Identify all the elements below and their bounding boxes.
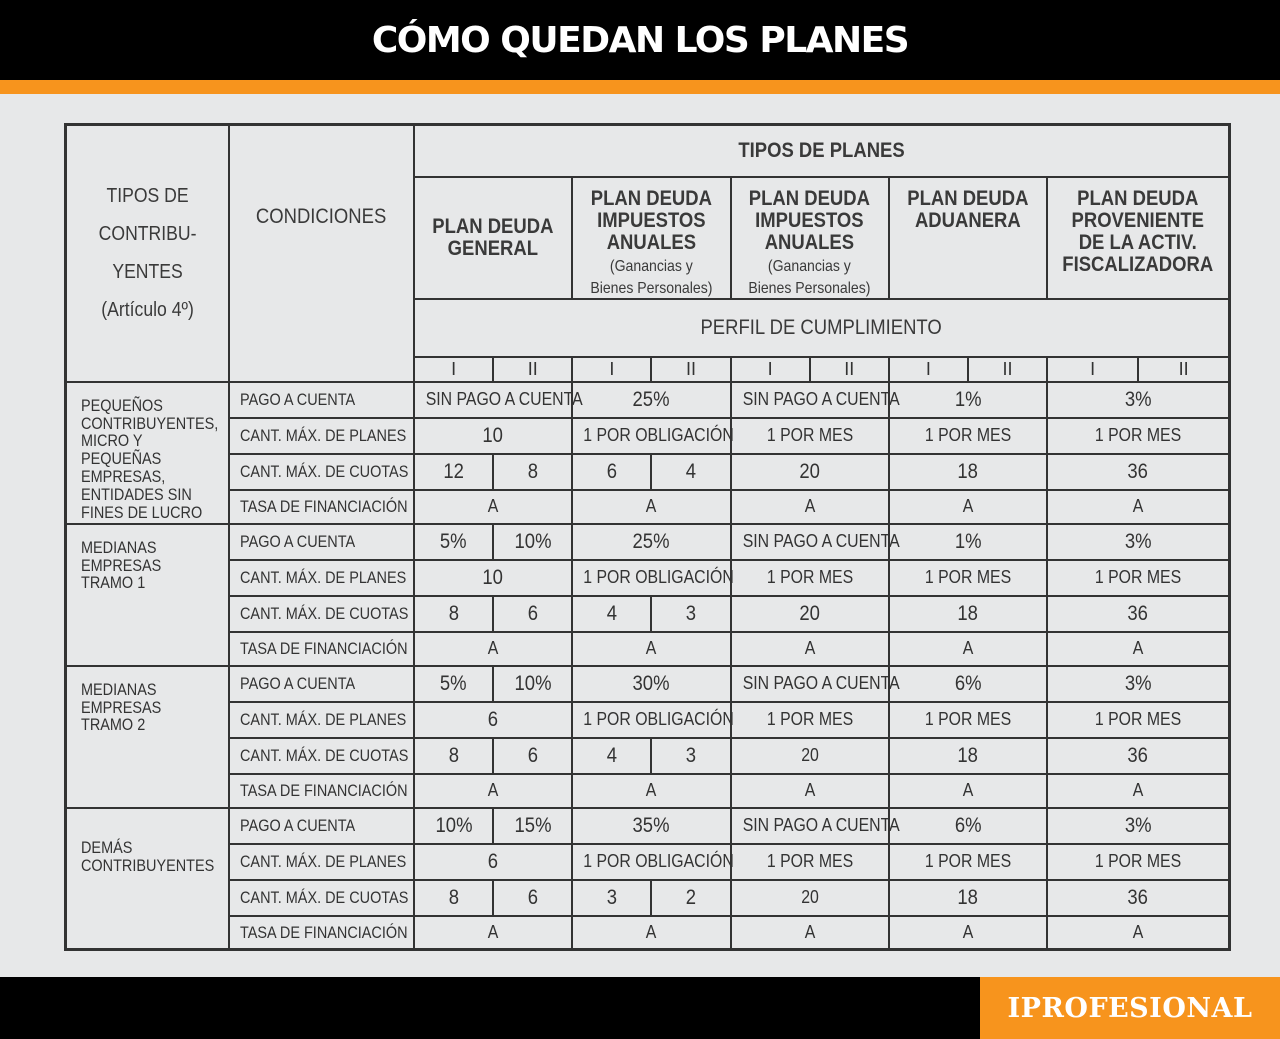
header-plan-aduanera: PLAN DEUDA ADUANERA: [889, 177, 1047, 299]
condition-tasa-financiacion: TASA DE FINANCIACIÓN: [229, 490, 414, 524]
cell-value: 36: [1047, 880, 1229, 916]
brand-logo: [980, 977, 1280, 1039]
cell-value: SIN PAGO A CUENTA: [731, 382, 889, 418]
cell-value: A: [414, 490, 572, 524]
header-contribuyentes-line1: TIPOS DE: [106, 185, 189, 208]
cell-value: 3%: [1047, 524, 1229, 560]
cell-value: 6: [572, 454, 651, 490]
cell-value: 1 POR OBLIGACIÓN: [572, 702, 730, 738]
cell-value: A: [414, 774, 572, 808]
cell-value: 1 POR MES: [889, 560, 1047, 596]
cell-value: 6: [414, 844, 572, 880]
cell-value: A: [731, 774, 889, 808]
cell-value: 25%: [572, 524, 730, 560]
cell-value: 12: [414, 454, 493, 490]
header-plan-impuestos-anuales-1: PLAN DEUDA IMPUESTOS ANUALES (Ganancias y Bienes Personales): [572, 177, 730, 299]
cell-value: A: [889, 490, 1047, 524]
condition-pago-a-cuenta: PAGO A CUENTA: [229, 524, 414, 560]
cell-value: 3%: [1047, 666, 1229, 702]
header-contribuyentes: [66, 125, 229, 382]
group-medianas-tramo-1: MEDIANAS EMPRESAS TRAMO 1: [66, 524, 229, 666]
cell-value: A: [1047, 490, 1229, 524]
condition-pago-a-cuenta: PAGO A CUENTA: [229, 382, 414, 418]
header-plan-impuestos-anuales-2: PLAN DEUDA IMPUESTOS ANUALES (Ganancias y Bienes Personales): [731, 177, 889, 299]
cell-value: 1 POR MES: [1047, 560, 1229, 596]
cell-value: 1 POR MES: [731, 560, 889, 596]
cell-value: A: [889, 916, 1047, 950]
cell-value: 6%: [889, 808, 1047, 844]
cell-value: A: [414, 916, 572, 950]
cell-value: A: [1047, 632, 1229, 666]
condition-cant-max-cuotas: CANT. MÁX. DE CUOTAS: [229, 454, 414, 490]
cell-value: 30%: [572, 666, 730, 702]
cell-value: 6: [493, 880, 572, 916]
cell-value: A: [414, 632, 572, 666]
cell-value: 3%: [1047, 808, 1229, 844]
cell-value: A: [572, 774, 730, 808]
group-pequenos-contribuyentes: PEQUEÑOS CONTRIBUYENTES, MICRO Y PEQUEÑAS EMPRESAS, ENTIDADES SIN FINES DE LUCRO: [66, 382, 229, 524]
cell-value: SIN PAGO A CUENTA: [731, 524, 889, 560]
cell-value: 1%: [889, 524, 1047, 560]
header-plan-fiscalizadora: PLAN DEUDA PROVENIENTE DE LA ACTIV. FISCALIZADORA: [1047, 177, 1229, 299]
cell-value: 1 POR MES: [1047, 702, 1229, 738]
condition-tasa-financiacion: TASA DE FINANCIACIÓN: [229, 632, 414, 666]
profile-ii: II: [810, 357, 889, 382]
cell-value: 36: [1047, 738, 1229, 774]
header-contribuyentes-line3: YENTES: [112, 261, 183, 284]
cell-value: 2: [651, 880, 730, 916]
cell-value: SIN PAGO A CUENTA: [731, 808, 889, 844]
cell-value: 10: [414, 560, 572, 596]
cell-value: SIN PAGO A CUENTA: [414, 382, 572, 418]
condition-cant-max-cuotas: CANT. MÁX. DE CUOTAS: [229, 880, 414, 916]
cell-value: 36: [1047, 596, 1229, 632]
cell-value: 10%: [493, 524, 572, 560]
cell-value: 18: [889, 454, 1047, 490]
header-plan-deuda-general: PLAN DEUDA GENERAL: [414, 177, 572, 299]
cell-value: 18: [889, 880, 1047, 916]
cell-value: A: [731, 916, 889, 950]
cell-value: 1 POR OBLIGACIÓN: [572, 560, 730, 596]
cell-value: 5%: [414, 524, 493, 560]
accent-stripe: [0, 80, 1280, 94]
profile-i: I: [572, 357, 651, 382]
condition-cant-max-cuotas: CANT. MÁX. DE CUOTAS: [229, 596, 414, 632]
cell-value: 4: [572, 738, 651, 774]
cell-value: A: [1047, 916, 1229, 950]
cell-value: 1 POR OBLIGACIÓN: [572, 418, 730, 454]
cell-value: 10: [414, 418, 572, 454]
cell-value: 6: [493, 738, 572, 774]
cell-value: 20: [731, 880, 889, 916]
condition-cant-max-planes: CANT. MÁX. DE PLANES: [229, 560, 414, 596]
group-demas-contribuyentes: DEMÁS CONTRIBUYENTES: [66, 808, 229, 950]
cell-value: 1 POR MES: [731, 418, 889, 454]
cell-value: 1 POR MES: [889, 844, 1047, 880]
cell-value: 25%: [572, 382, 730, 418]
cell-value: 8: [493, 454, 572, 490]
cell-value: 35%: [572, 808, 730, 844]
cell-value: A: [1047, 774, 1229, 808]
cell-value: 1 POR OBLIGACIÓN: [572, 844, 730, 880]
cell-value: 1 POR MES: [889, 418, 1047, 454]
cell-value: 1 POR MES: [1047, 844, 1229, 880]
cell-value: 8: [414, 596, 493, 632]
cell-value: A: [889, 632, 1047, 666]
plans-table: [64, 123, 1231, 951]
condition-cant-max-planes: CANT. MÁX. DE PLANES: [229, 702, 414, 738]
condition-tasa-financiacion: TASA DE FINANCIACIÓN: [229, 774, 414, 808]
group-medianas-tramo-2: MEDIANAS EMPRESAS TRAMO 2: [66, 666, 229, 808]
cell-value: 10%: [414, 808, 493, 844]
cell-value: A: [731, 632, 889, 666]
footer-bar: [0, 977, 1280, 1039]
cell-value: 6: [414, 702, 572, 738]
cell-value: 3: [651, 596, 730, 632]
cell-value: 18: [889, 596, 1047, 632]
cell-value: 20: [731, 596, 889, 632]
cell-value: 36: [1047, 454, 1229, 490]
header-tipos-de-planes: TIPOS DE PLANES: [414, 125, 1229, 177]
cell-value: A: [731, 490, 889, 524]
condition-pago-a-cuenta: PAGO A CUENTA: [229, 808, 414, 844]
cell-value: 8: [414, 738, 493, 774]
condition-cant-max-cuotas: CANT. MÁX. DE CUOTAS: [229, 738, 414, 774]
condition-tasa-financiacion: TASA DE FINANCIACIÓN: [229, 916, 414, 950]
cell-value: 6: [493, 596, 572, 632]
cell-value: 1%: [889, 382, 1047, 418]
cell-value: 3%: [1047, 382, 1229, 418]
cell-value: 3: [572, 880, 651, 916]
cell-value: A: [889, 774, 1047, 808]
cell-value: 10%: [493, 666, 572, 702]
header-contribuyentes-line4: (Artículo 4º): [101, 299, 194, 322]
cell-value: 4: [651, 454, 730, 490]
cell-value: 18: [889, 738, 1047, 774]
cell-value: 4: [572, 596, 651, 632]
brand-logo-text: IPROFESIONAL: [1007, 992, 1253, 1024]
cell-value: 1 POR MES: [731, 844, 889, 880]
cell-value: 15%: [493, 808, 572, 844]
condition-cant-max-planes: CANT. MÁX. DE PLANES: [229, 418, 414, 454]
profile-i: I: [414, 357, 493, 382]
profile-i: I: [731, 357, 810, 382]
profile-ii: II: [493, 357, 572, 382]
cell-value: SIN PAGO A CUENTA: [731, 666, 889, 702]
profile-ii: II: [968, 357, 1047, 382]
cell-value: 5%: [414, 666, 493, 702]
cell-value: 8: [414, 880, 493, 916]
header-perfil-cumplimiento: PERFIL DE CUMPLIMIENTO: [414, 299, 1229, 357]
cell-value: 20: [731, 454, 889, 490]
header-condiciones: CONDICIONES: [229, 125, 414, 382]
cell-value: A: [572, 916, 730, 950]
cell-value: 1 POR MES: [1047, 418, 1229, 454]
condition-pago-a-cuenta: PAGO A CUENTA: [229, 666, 414, 702]
cell-value: 6%: [889, 666, 1047, 702]
header-bar: [0, 0, 1280, 80]
header-contribuyentes-line2: CONTRIBU-: [98, 223, 197, 246]
cell-value: 1 POR MES: [889, 702, 1047, 738]
cell-value: 1 POR MES: [731, 702, 889, 738]
profile-i: I: [1047, 357, 1138, 382]
condition-cant-max-planes: CANT. MÁX. DE PLANES: [229, 844, 414, 880]
page-title: CÓMO QUEDAN LOS PLANES: [371, 19, 909, 61]
profile-ii: II: [651, 357, 730, 382]
cell-value: 3: [651, 738, 730, 774]
profile-i: I: [889, 357, 968, 382]
profile-ii: II: [1138, 357, 1229, 382]
cell-value: A: [572, 490, 730, 524]
cell-value: A: [572, 632, 730, 666]
cell-value: 20: [731, 738, 889, 774]
